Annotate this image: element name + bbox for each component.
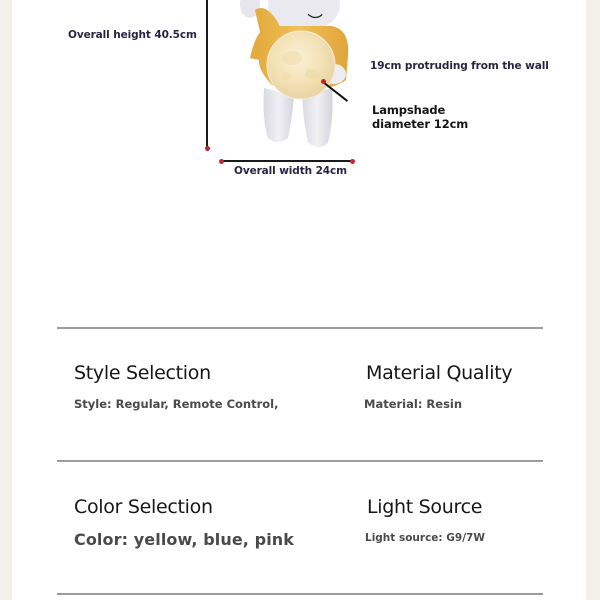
section-divider <box>57 593 543 595</box>
height-dimension-endpoint <box>205 146 210 151</box>
height-dimension-line <box>206 0 208 148</box>
section-divider <box>57 460 543 462</box>
lampshade-marker-dot <box>321 79 326 84</box>
lampshade-label-line2: diameter 12cm <box>372 117 469 131</box>
light-source-title: Light Source <box>367 496 483 518</box>
overall-height-label: Overall height 40.5cm <box>68 29 197 41</box>
protrusion-label: 19cm protruding from the wall <box>370 60 549 72</box>
product-spec-page <box>12 0 586 600</box>
overall-width-label: Overall width 24cm <box>234 165 347 177</box>
material-quality-value: Material: Resin <box>364 397 463 411</box>
material-quality-title: Material Quality <box>366 362 513 384</box>
width-dimension-start <box>219 159 224 164</box>
color-selection-value: Color: yellow, blue, pink <box>74 530 295 549</box>
style-selection-value: Style: Regular, Remote Control, <box>74 397 279 411</box>
light-source-value: Light source: G9/7W <box>365 532 485 544</box>
section-divider <box>57 327 543 329</box>
width-dimension-line <box>221 160 352 162</box>
color-selection-title: Color Selection <box>74 496 213 518</box>
product-dimension-diagram <box>12 0 586 200</box>
width-dimension-end <box>350 159 355 164</box>
lampshade-diameter-label <box>372 103 468 131</box>
style-selection-title: Style Selection <box>74 362 211 384</box>
lampshade-label-line1: Lampshade <box>372 103 446 117</box>
